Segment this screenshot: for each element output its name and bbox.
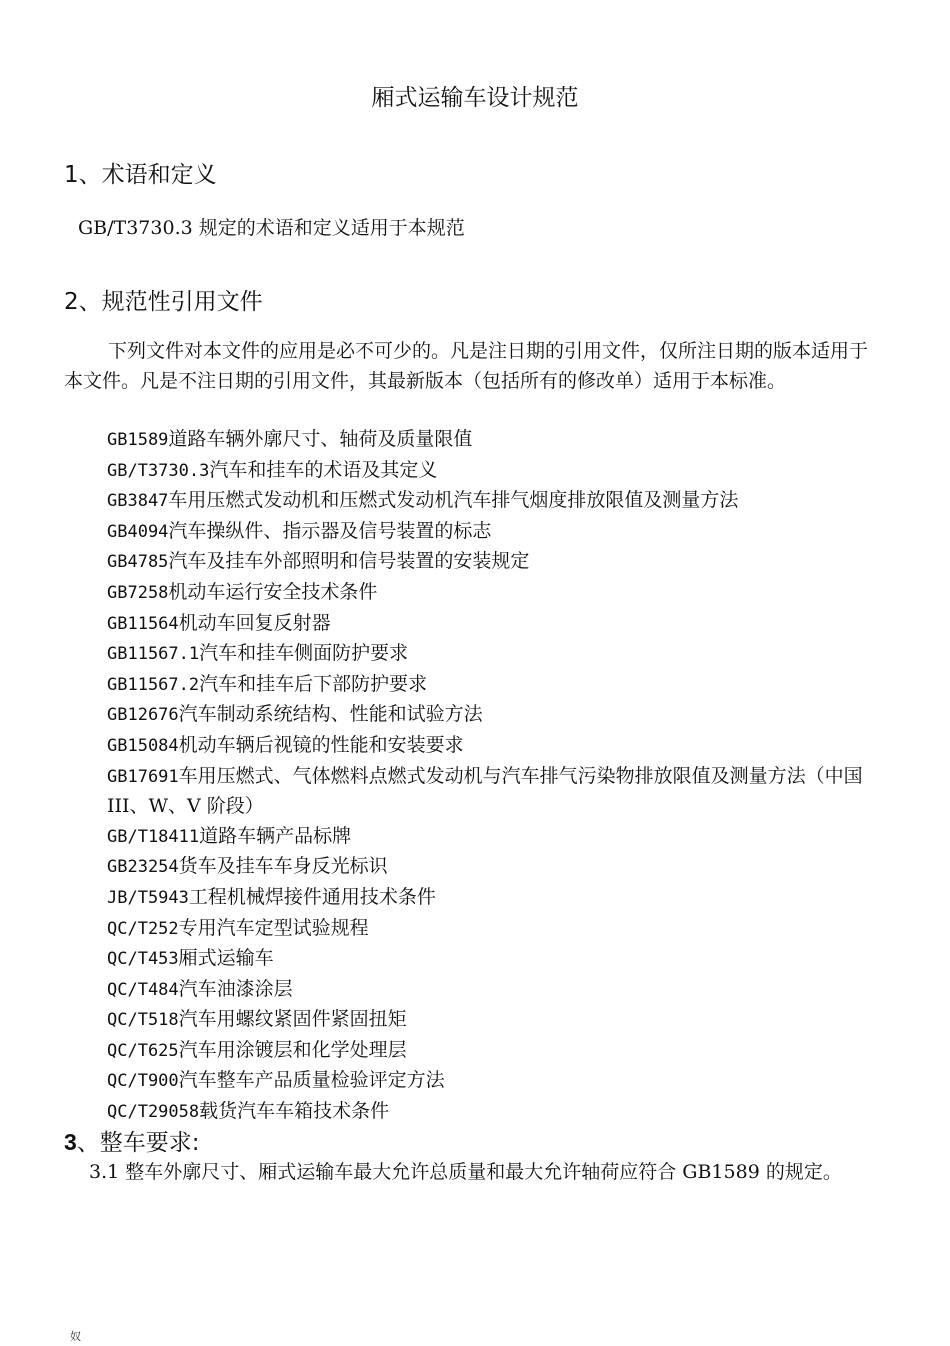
reference-title: 汽车操纵件、指示器及信号装置的标志 (168, 519, 492, 542)
section-2-paragraph: 下列文件对本文件的应用是必不可少的。凡是注日期的引用文件，仅所注日期的版本适用于本文件。凡是不注日期的引用文件，其最新版本（包括所有的修改单）适用于本标准。 (64, 340, 869, 392)
reference-code: GB/T18411 (107, 826, 200, 847)
reference-item (107, 609, 877, 640)
reference-code: GB11567.2 (107, 674, 200, 695)
reference-item (107, 1097, 877, 1128)
section-3-heading (64, 1125, 200, 1160)
reference-title: 汽车制动系统结构、性能和试验方法 (178, 703, 483, 726)
reference-title: 道路车辆产品标牌 (199, 824, 352, 847)
reference-item (107, 914, 877, 945)
reference-title: 厢式运输车 (178, 947, 274, 970)
reference-code: GB15084 (107, 735, 179, 756)
reference-item (107, 639, 877, 670)
reference-code: GB23254 (107, 857, 179, 878)
reference-item (107, 578, 877, 609)
reference-item (107, 975, 877, 1006)
reference-title: 机动车运行安全技术条件 (168, 580, 378, 603)
reference-code: QC/T484 (107, 979, 179, 1000)
reference-title: 汽车和挂车的术语及其定义 (209, 458, 438, 481)
reference-code: QC/T625 (107, 1040, 179, 1061)
reference-title: 工程机械焊接件通用技术条件 (188, 885, 436, 908)
reference-title: 汽车整车产品质量检验评定方法 (178, 1069, 445, 1092)
reference-title: 汽车用涂镀层和化学处理层 (178, 1038, 407, 1061)
reference-title: 汽车油漆涂层 (178, 977, 293, 1000)
reference-item (107, 670, 877, 701)
section-3-title: 、整车要求: (76, 1130, 200, 1156)
reference-title: 车用压燃式、气体燃料点燃式发动机与汽车排气污染物排放限值及测量方法（中国 III、W、V 阶段） (107, 764, 863, 818)
reference-item (107, 1036, 877, 1067)
section-1-heading: 1、术语和定义 (64, 162, 217, 188)
reference-title: 道路车辆外廓尺寸、轴荷及质量限值 (168, 428, 473, 450)
reference-code: GB7258 (107, 582, 169, 603)
reference-item (107, 944, 877, 975)
reference-title: 货车及挂车车身反光标识 (178, 855, 388, 878)
reference-title: 专用汽车定型试验规程 (178, 916, 369, 939)
reference-code: QC/T900 (107, 1071, 179, 1092)
reference-list (107, 425, 877, 1128)
reference-item (107, 486, 877, 517)
reference-code: JB/T5943 (107, 887, 189, 908)
reference-item (107, 731, 877, 762)
reference-item (107, 700, 877, 731)
reference-code: QC/T453 (107, 949, 179, 970)
section-1-paragraph: GB/T3730.3 规定的术语和定义适用于本规范 (78, 217, 465, 239)
reference-code: GB4094 (107, 521, 169, 542)
reference-item (107, 547, 877, 578)
reference-item (107, 883, 877, 914)
reference-code: GB4785 (107, 552, 169, 573)
section-3-number: 3 (64, 1129, 77, 1155)
reference-item (107, 1005, 877, 1036)
document-title: 厢式运输车设计规范 (371, 85, 579, 111)
reference-title: 机动车回复反射器 (178, 611, 331, 634)
reference-code: QC/T29058 (107, 1102, 200, 1123)
reference-code: GB11564 (107, 613, 179, 634)
section-3-paragraph: 3.1 整车外廓尺寸、厢式运输车最大允许总质量和最大允许轴荷应符合 GB1589 的规定。 (89, 1161, 842, 1183)
reference-code: GB11567.1 (107, 644, 200, 665)
reference-code: GB12676 (107, 705, 179, 726)
reference-title: 汽车及挂车外部照明和信号装置的安装规定 (168, 550, 530, 573)
reference-code: QC/T518 (107, 1010, 179, 1031)
reference-title: 载货汽车车箱技术条件 (199, 1100, 390, 1123)
reference-title: 机动车辆后视镜的性能和安装要求 (178, 733, 464, 756)
reference-item (107, 425, 877, 456)
reference-item (107, 1066, 877, 1097)
footer-mark: 奴 (70, 1330, 81, 1343)
reference-title: 车用压燃式发动机和压燃式发动机汽车排气烟度排放限值及测量方法 (168, 489, 739, 512)
reference-code: GB17691 (107, 766, 179, 787)
section-2-heading: 2、规范性引用文件 (64, 289, 263, 315)
reference-item (107, 517, 877, 548)
reference-code: GB3847 (107, 491, 169, 512)
reference-code: GB/T3730.3 (107, 460, 210, 481)
reference-item (107, 456, 877, 487)
reference-code: GB1589 (107, 430, 169, 450)
reference-item (107, 762, 877, 822)
reference-title: 汽车和挂车后下部防护要求 (199, 672, 428, 695)
reference-item (107, 822, 877, 853)
reference-title: 汽车和挂车侧面防护要求 (199, 642, 409, 665)
reference-item (107, 852, 877, 883)
reference-code: QC/T252 (107, 918, 179, 939)
reference-title: 汽车用螺纹紧固件紧固扭矩 (178, 1008, 407, 1031)
